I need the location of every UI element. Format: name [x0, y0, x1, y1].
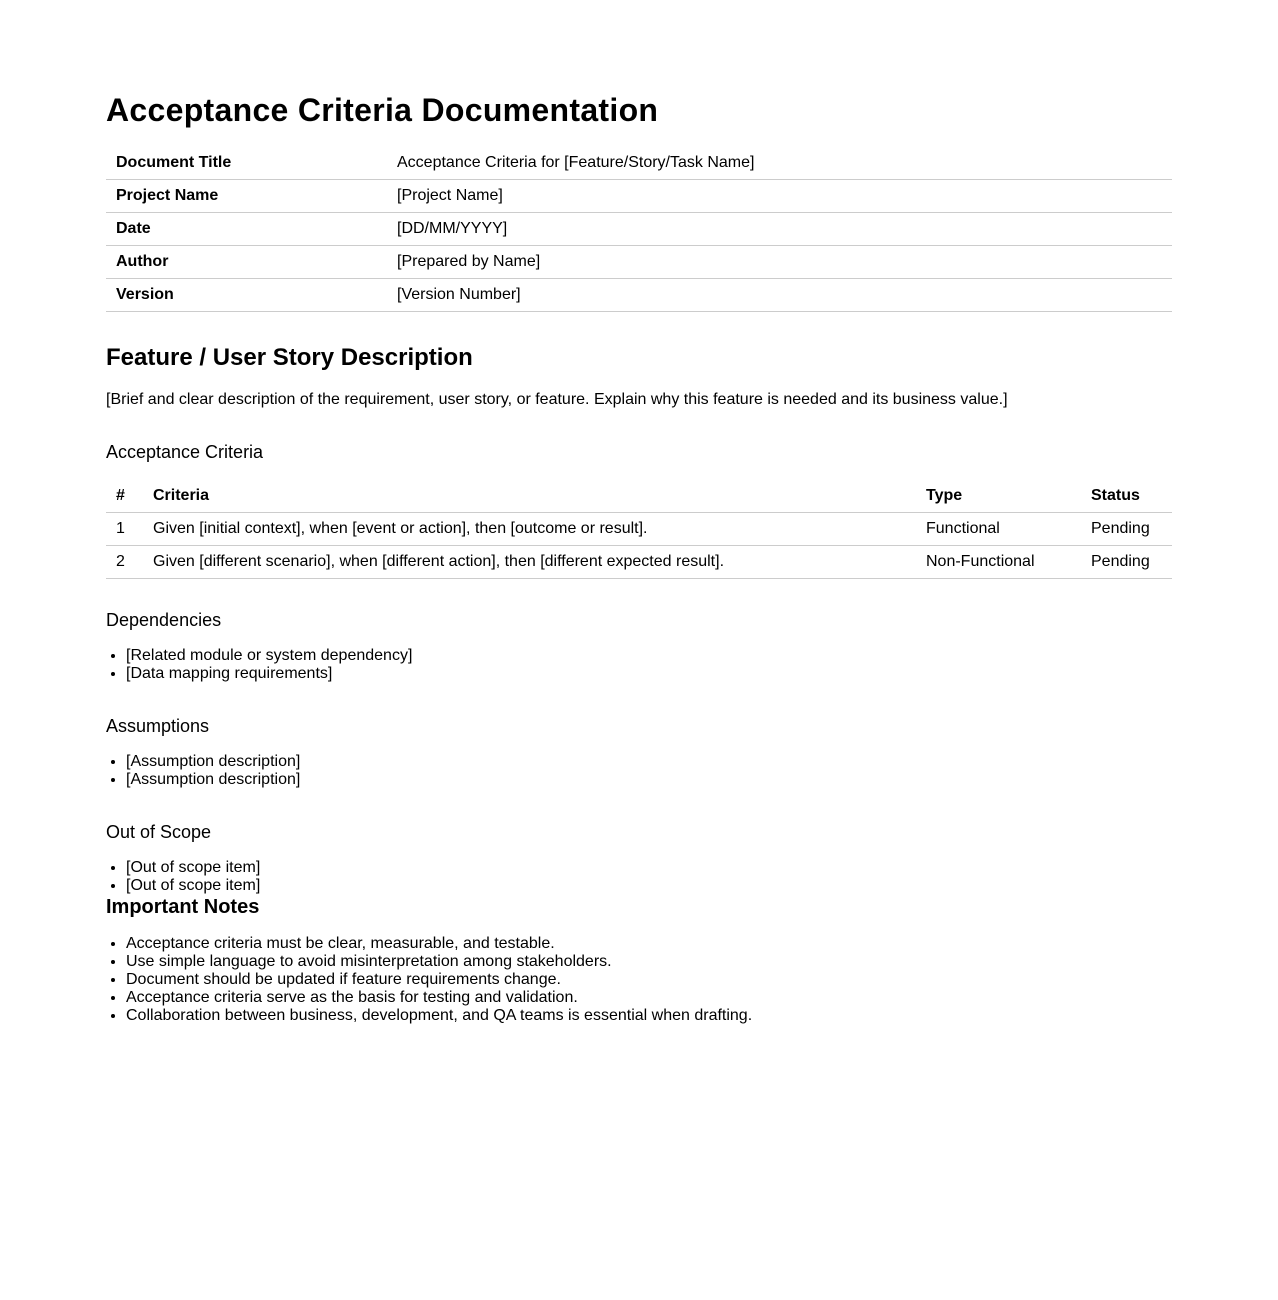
criteria-number: 1: [106, 513, 143, 546]
meta-row-version: [106, 279, 1172, 312]
criteria-type: Functional: [916, 513, 1081, 546]
meta-row-author: [106, 246, 1172, 279]
meta-row-document-title: [106, 147, 1172, 180]
list-item: • Acceptance criteria must be clear, measurable, and testable.: [126, 935, 1172, 953]
list-item: • Use simple language to avoid misinterpretation among stakeholders.: [126, 953, 1172, 971]
criteria-text: Given [different scenario], when [different action], then [different expected result].: [143, 546, 916, 579]
criteria-text: Given [initial context], when [event or action], then [outcome or result].: [143, 513, 916, 546]
list-item: • [Out of scope item]: [126, 859, 1172, 877]
criteria-heading: Acceptance Criteria: [106, 442, 264, 462]
important-notes-list: [106, 935, 1172, 1025]
meta-row-project-name: [106, 180, 1172, 213]
table-row: [106, 513, 1172, 546]
meta-key: Project Name: [106, 180, 387, 213]
list-item: • [Out of scope item]: [126, 877, 1172, 895]
out-of-scope-list: [106, 859, 1172, 895]
list-item: • [Related module or system dependency]: [126, 647, 1172, 665]
meta-key: Author: [106, 246, 387, 279]
meta-row-date: [106, 213, 1172, 246]
assumptions-heading: Assumptions: [106, 716, 210, 736]
meta-key: Version: [106, 279, 387, 312]
dependencies-heading: Dependencies: [106, 610, 222, 630]
criteria-number: 2: [106, 546, 143, 579]
feature-heading: Feature / User Story Description: [106, 344, 473, 371]
criteria-type: Non-Functional: [916, 546, 1081, 579]
list-item: • Document should be updated if feature requirements change.: [126, 971, 1172, 989]
important-notes-heading: Important Notes: [106, 896, 260, 918]
meta-key: Date: [106, 213, 387, 246]
column-header-type: Type: [916, 480, 1081, 513]
list-item: • [Assumption description]: [126, 771, 1172, 789]
column-header-status: Status: [1081, 480, 1172, 513]
dependencies-list: [106, 647, 1172, 683]
column-header-criteria: Criteria: [143, 480, 916, 513]
meta-value: [DD/MM/YYYY]: [387, 213, 1172, 246]
list-item: • [Assumption description]: [126, 753, 1172, 771]
list-item: • [Data mapping requirements]: [126, 665, 1172, 683]
meta-value: [Project Name]: [387, 180, 1172, 213]
document-meta-table: [106, 147, 1172, 312]
meta-value: [Prepared by Name]: [387, 246, 1172, 279]
list-item: • Collaboration between business, development, and QA teams is essential when drafting.: [126, 1007, 1172, 1025]
feature-description: [Brief and clear description of the requirement, user story, or feature. Explain why this feature is needed and its business value.]: [106, 391, 1008, 408]
column-header-number: #: [106, 480, 143, 513]
out-of-scope-heading: Out of Scope: [106, 822, 212, 842]
meta-value: Acceptance Criteria for [Feature/Story/Task Name]: [387, 147, 1172, 180]
assumptions-list: [106, 753, 1172, 789]
criteria-status: Pending: [1081, 513, 1172, 546]
list-item: • Acceptance criteria serve as the basis for testing and validation.: [126, 989, 1172, 1007]
page-title: Acceptance Criteria Documentation: [106, 92, 659, 128]
meta-value: [Version Number]: [387, 279, 1172, 312]
meta-key: Document Title: [106, 147, 387, 180]
criteria-header-row: [106, 480, 1172, 513]
criteria-status: Pending: [1081, 546, 1172, 579]
table-row: [106, 546, 1172, 579]
criteria-table: [106, 480, 1172, 579]
